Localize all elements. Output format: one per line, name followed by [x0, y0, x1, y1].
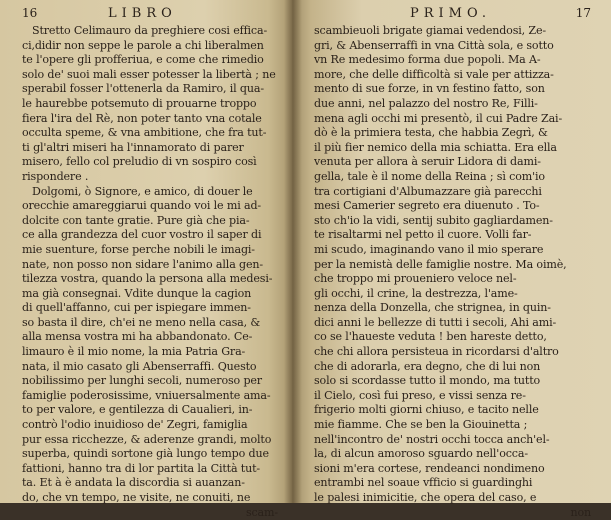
text-line: ma già consegnai. Vdite dunque la cagion	[22, 286, 252, 300]
text-line: gri, & Abenserraffi in vna Città sola, e sotto	[314, 38, 554, 52]
text-line: alla mensa vostra mi ha abbandonato. Ce-	[22, 330, 253, 344]
right-page	[292, 0, 611, 519]
text-line: nell'incontro de' nostri occhi tocca anch'el-	[314, 432, 550, 446]
text-line: le palesi inimicitie, che opera del caso, e	[314, 491, 537, 504]
text-line: so basta il dire, ch'ei ne meno nella casa, &	[22, 315, 261, 329]
text-line: per la nemistà delle famiglie nostre. Ma oimè,	[314, 257, 567, 271]
text-line: co se l'haueste veduta ! ben hareste detto,	[314, 330, 547, 344]
text-line: sioni m'era cortese, rendeanci nondimeno	[314, 461, 545, 475]
catchword: non	[570, 505, 591, 519]
text-line: sto ch'io la vidi, sentij subito gagliardamen-	[314, 213, 553, 227]
catchword: scam-	[245, 505, 278, 519]
text-line: rispondere .	[22, 169, 89, 183]
left-page	[0, 0, 292, 519]
text-line: le haurebbe potsemuto di prouarne troppo	[22, 96, 257, 110]
text-line: frigerio molti giorni chiuso, e tacito nelle	[314, 403, 539, 417]
text-line: nenza della Donzella, che strignea, in quin-	[314, 301, 551, 315]
right-running-head	[314, 6, 591, 24]
text-line: nate, non posso non sidare l'animo alla gen-	[22, 257, 263, 271]
text-line: fattioni, hanno tra di lor partita la Città tut-	[22, 461, 261, 475]
text-line: do, che vn tempo, ne visite, ne conuiti, ne	[22, 491, 251, 504]
text-line: che di adorarla, era degno, che di lui non	[314, 359, 541, 373]
text-line: dò è la primiera testa, che habbia Zegrì, &	[314, 126, 548, 140]
text-line: mie fiamme. Che se ben la Giouinetta ;	[314, 418, 528, 432]
text-line: mesi Camerier segreto era diuenuto . To-	[314, 199, 540, 213]
text-line: che troppo mi proueniero veloce nel-	[314, 272, 517, 286]
text-line: more, che delle difficoltà si vale per attizza-	[314, 67, 554, 81]
text-line: mento di sue forze, in vn festino fatto, son	[314, 82, 545, 96]
text-line: che chi allora persisteua in ricordarsi d'altro	[314, 345, 559, 359]
text-line: tra cortigiani d'Albumazzare già parecchi	[314, 184, 542, 198]
text-line: to per valore, e gentilezza di Caualieri, in-	[22, 403, 253, 417]
text-line: te l'opere gli profferiua, e come che rimedio	[22, 53, 264, 67]
text-line: mena agli occhi mi presentò, il cui Padre Zai-	[314, 111, 563, 125]
text-line: ti gl'altri miseri ha l'innamorato di parer	[22, 140, 244, 154]
text-line: gli occhi, il crine, la destrezza, l'ame-	[314, 286, 518, 300]
text-line: mi scudo, imaginando vano il mio sperare	[314, 242, 544, 256]
page-number: 17	[575, 6, 591, 20]
text-line: fiera l'ira del Rè, non poter tanto vna cotale	[22, 111, 262, 125]
text-line: venuta per allora à seruir Lidora di dami-	[314, 155, 541, 169]
text-line: il più fier nemico della mia schiatta. Era ella	[314, 140, 557, 154]
text-line: sperabil fosser l'ottenerla da Ramiro, il qua-	[22, 82, 264, 96]
text-line: di quell'affanno, cui per ispiegare immen-	[22, 301, 251, 315]
text-line: vn Re medesimo forma due popoli. Ma A-	[314, 53, 541, 67]
text-line: mie suenture, forse perche nobili le imagi-	[22, 242, 255, 256]
text-line: solo de' suoi mali esser potesser la libertà ; ne	[22, 67, 276, 81]
text-line: la, di alcun amoroso sguardo nell'occa-	[314, 447, 528, 461]
text-line: solo si scordasse tutto il mondo, ma tutto	[314, 374, 541, 388]
text-line: Dolgomi, ò Signore, e amico, di douer le	[32, 184, 253, 198]
text-line: gella, tale è il nome della Reina ; sì com'io	[314, 169, 545, 183]
text-line: ce alla grandezza del cuor vostro il saper di	[22, 228, 262, 242]
running-head-title: LIBRO	[108, 6, 177, 21]
text-line: tilezza vostra, quando la persona alla medesi-	[22, 272, 273, 286]
text-line: limauro è il mio nome, la mia Patria Gra-	[22, 345, 246, 359]
text-line: occulta speme, & vna ambitione, che fra tut-	[22, 126, 267, 140]
text-line: scambieuoli brigate giamai vedendosi, Ze-	[314, 24, 546, 37]
text-line: ci,didir non seppe le parole a chi liberalmen	[22, 38, 264, 52]
book-gutter	[284, 0, 302, 503]
text-line: orecchie amareggiarui quando voi le mi ad-	[22, 199, 261, 213]
left-running-head	[22, 6, 278, 24]
text-line: nobilissimo per lunghi secoli, numeroso per	[22, 374, 262, 388]
text-line: dolcite con tante gratie. Pure già che pia-	[22, 213, 250, 227]
text-line: famiglie poderosissime, vniuersalmente ama-	[22, 388, 271, 402]
text-line: Stretto Celimauro da preghiere cosi effica-	[32, 24, 268, 37]
text-line: pur essa ricchezze, & aderenze grandi, molto	[22, 432, 272, 446]
text-line: entrambi nel soaue vfficio si guardinghi	[314, 476, 533, 490]
text-line: misero, fello col preludio di vn sospiro così	[22, 155, 257, 169]
running-head-title: PRIMO.	[410, 6, 492, 21]
text-line: due anni, nel palazzo del nostro Re, Filli-	[314, 96, 538, 110]
text-line: ta. Et à è andata la discordia si auanzan-	[22, 476, 245, 490]
text-line: nata, il mio casato gli Abenserraffi. Questo	[22, 359, 257, 373]
text-line: contrò l'odio inuidioso de' Zegri, famiglia	[22, 418, 248, 432]
left-text-block	[22, 24, 278, 520]
right-text-block	[314, 24, 591, 520]
text-line: il Cielo, così fui preso, e vissi senza re-	[314, 388, 526, 402]
page-number: 16	[22, 6, 38, 20]
text-line: dici anni le bellezze di tutti i secoli, Ahi ami-	[314, 315, 557, 329]
text-line: superba, quindi sortone già lungo tempo due	[22, 447, 269, 461]
text-line: te risaltarmi nel petto il cuore. Volli far-	[314, 228, 532, 242]
